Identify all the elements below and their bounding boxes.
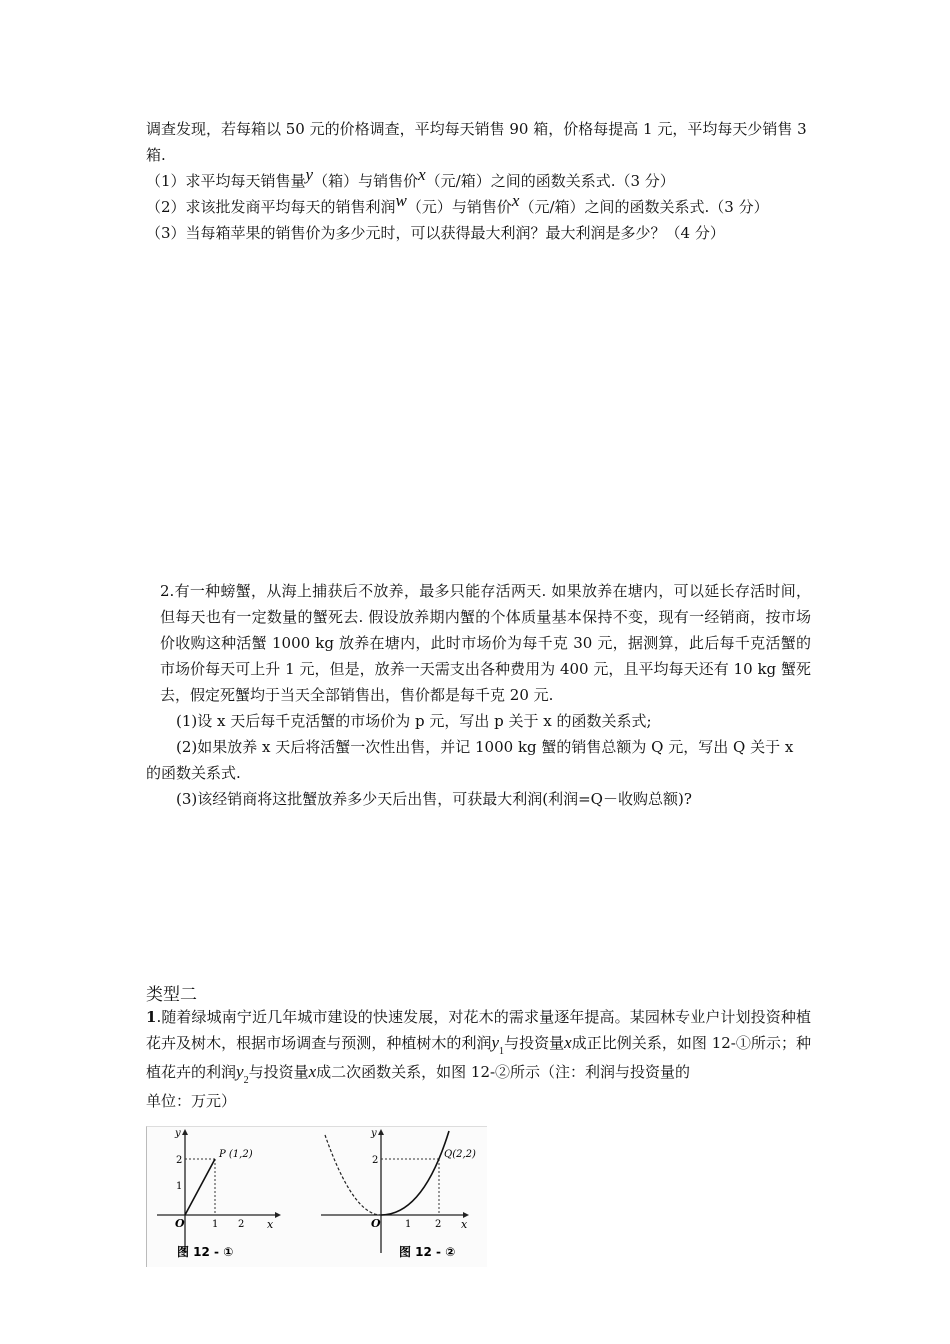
problem-2-body: 2.有一种螃蟹，从海上捕获后不放养，最多只能存活两天. 如果放养在塘内，可以延长存活时间，但每天也有一定数量的蟹死去. 假设放养期内蟹的个体质量基本保持不变，现有一经销商，按市场价收购这种活蟹 1000 kg 放养在塘内，此时市场价为每千克 30 元，据测算，此后每千克活蟹的市场价每天可上升 1 元，但是，放养一天需支出各种费用为 400 元，且平均每天还有 10 kg 蟹死去，假定死蟹均于当天全部销售出，售价都是每千克 20 元. bbox=[160, 582, 811, 704]
figure-12-svg bbox=[147, 1127, 487, 1267]
right-y-arrow bbox=[378, 1129, 384, 1135]
left-y-arrow bbox=[182, 1129, 188, 1135]
problem-1-q1: （1）求平均每天销售量y（箱）与销售价x（元/箱）之间的函数关系式.（3 分） bbox=[146, 165, 675, 190]
section-heading: 类型二 bbox=[146, 985, 197, 1005]
right-origin: O bbox=[371, 1217, 381, 1230]
left-caption: 图 12 - ① bbox=[177, 1245, 234, 1259]
graph-12-1 bbox=[157, 1128, 281, 1259]
left-x-tick-2: 2 bbox=[238, 1219, 245, 1230]
right-caption: 图 12 - ② bbox=[399, 1245, 456, 1259]
left-y-tick-1: 1 bbox=[176, 1181, 183, 1192]
right-point-label: Q(2,2) bbox=[444, 1149, 476, 1160]
right-x-tick-1: 1 bbox=[405, 1219, 412, 1230]
right-x-tick-2: 2 bbox=[435, 1219, 442, 1230]
problem-2-sub-1: (1)设 x 天后每千克活蟹的市场价为 p 元，写出 p 关于 x 的函数关系式; bbox=[176, 712, 652, 730]
left-origin: O bbox=[175, 1217, 185, 1230]
problem-2-sub-2: (2)如果放养 x 天后将活蟹一次性出售，并记 1000 kg 蟹的销售总额为 Q 元，写出 Q 关于 x 的函数关系式. bbox=[146, 738, 794, 782]
left-y-tick-2: 2 bbox=[176, 1155, 183, 1166]
left-point-label: P (1,2) bbox=[219, 1149, 253, 1160]
problem-3-block: 1.随着绿城南宁近几年城市建设的快速发展，对花木的需求量逐年提高。某园林专业户计划投资种植花卉及树木，根据市场调查与预测，种植树木的利润$y_1$与投资量x成正比例关系，如图 12-①所示；种植花卉的利润$y_2$与投资量x成二次函数关系，如图 12-②所示（注：利润与投资量的 单位：万元） bbox=[146, 1004, 811, 1114]
problem-2-block bbox=[146, 578, 811, 812]
problem-1-intro: 调查发现，若每箱以 50 元的价格调查，平均每天销售 90 箱，价格每提高 1 元，平均每天少销售 3 箱. bbox=[146, 120, 807, 164]
right-curve-dashed bbox=[325, 1135, 381, 1215]
unit-note: 单位：万元） bbox=[146, 1092, 237, 1110]
figure-12 bbox=[146, 1126, 487, 1267]
right-y-tick-2: 2 bbox=[372, 1155, 379, 1166]
problem-3-number: 1 bbox=[146, 1008, 157, 1026]
left-y-label: y bbox=[175, 1128, 181, 1139]
problem-1-q3: （3）当每箱苹果的销售价为多少元时，可以获得最大利润？最大利润是多少？（4 分） bbox=[146, 224, 725, 242]
problem-1-block bbox=[146, 116, 811, 246]
left-x-arrow bbox=[275, 1212, 281, 1218]
graph-12-2 bbox=[321, 1128, 476, 1259]
left-x-label: x bbox=[267, 1218, 274, 1231]
right-x-label: x bbox=[461, 1218, 468, 1231]
left-line bbox=[185, 1159, 215, 1215]
problem-1-q2: （2）求该批发商平均每天的销售利润w（元）与销售价x（元/箱）之间的函数关系式.（3 分） bbox=[146, 191, 769, 216]
left-x-tick-1: 1 bbox=[212, 1219, 219, 1230]
right-y-label: y bbox=[371, 1128, 377, 1139]
problem-2-sub-3: (3)该经销商将这批蟹放养多少天后出售，可获最大利润(利润=Q－收购总额)? bbox=[176, 790, 692, 808]
